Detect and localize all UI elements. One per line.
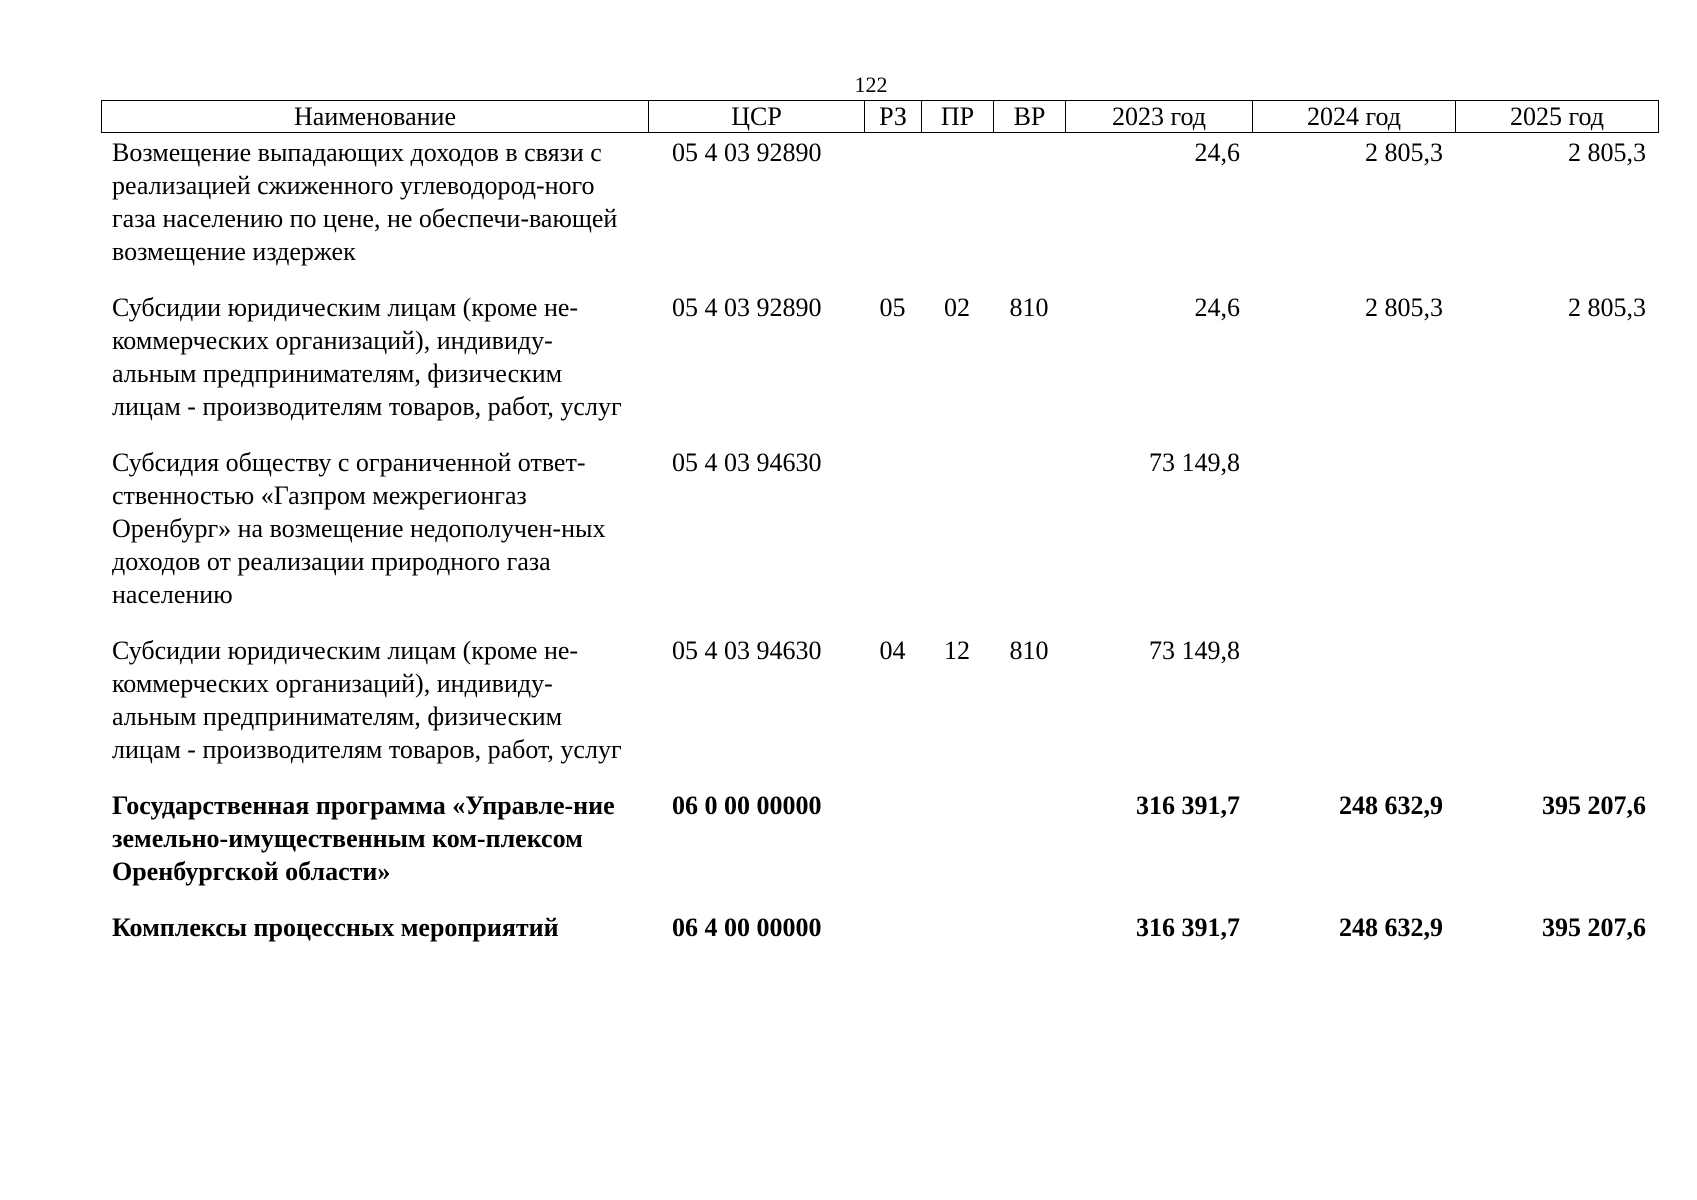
row-name: Субсидии юридическим лицам (кроме не-коммерческих организаций), индивиду-альным предпринимателям, физическим лицам - производителям товаров, работ, услуг <box>112 636 622 764</box>
row-vr <box>993 911 1065 944</box>
row-pr <box>921 136 993 291</box>
row-name: Возмещение выпадающих доходов в связи с реализацией сжиженного углеводород-ного газа населению по цене, не обеспечи-вающей возмещение издержек <box>112 138 618 266</box>
column-header-vr: ВР <box>994 101 1066 133</box>
row-vr <box>993 136 1065 291</box>
column-header-2023: 2023 год <box>1066 101 1253 133</box>
row-rz <box>864 911 921 944</box>
row-2025: 395 207,6 <box>1542 913 1646 942</box>
row-2024: 248 632,9 <box>1339 791 1443 820</box>
row-pr <box>921 789 993 911</box>
row-2024 <box>1252 634 1455 789</box>
row-2024: 2 805,3 <box>1365 138 1443 167</box>
row-2025: 2 805,3 <box>1568 138 1646 167</box>
budget-table <box>101 136 1658 944</box>
row-2023: 316 391,7 <box>1136 791 1240 820</box>
header-row <box>102 101 1659 133</box>
row-2023: 73 149,8 <box>1149 636 1240 665</box>
table-row <box>101 136 1658 291</box>
column-header-rz: РЗ <box>865 101 922 133</box>
table-header <box>101 100 1659 133</box>
row-csr: 05 4 03 92890 <box>672 293 822 322</box>
row-csr: 05 4 03 92890 <box>672 138 822 167</box>
column-header-name: Наименование <box>102 101 649 133</box>
column-header-2024: 2024 год <box>1253 101 1456 133</box>
row-2025 <box>1455 446 1658 634</box>
table-row <box>101 911 1658 944</box>
row-pr: 02 <box>944 293 970 322</box>
row-pr <box>921 911 993 944</box>
row-vr <box>993 446 1065 634</box>
row-2025 <box>1455 634 1658 789</box>
row-2024 <box>1252 446 1455 634</box>
row-2023: 24,6 <box>1194 293 1240 322</box>
row-name: Субсидия обществу с ограниченной ответ-ственностью «Газпром межрегионгаз Оренбург» на возмещение недополучен-ных доходов от реализации природного газа населению <box>112 448 606 609</box>
column-header-pr: ПР <box>922 101 994 133</box>
row-name: Комплексы процессных мероприятий <box>112 913 559 942</box>
table-row <box>101 634 1658 789</box>
page-number: 122 <box>854 72 888 97</box>
row-rz <box>864 136 921 291</box>
row-name: Субсидии юридическим лицам (кроме не-коммерческих организаций), индивиду-альным предпринимателям, физическим лицам - производителям товаров, работ, услуг <box>112 293 622 421</box>
row-csr: 06 4 00 00000 <box>672 913 822 942</box>
row-2024: 2 805,3 <box>1365 293 1443 322</box>
table-row <box>101 291 1658 446</box>
row-rz <box>864 789 921 911</box>
row-2025: 2 805,3 <box>1568 293 1646 322</box>
row-rz: 04 <box>879 636 906 665</box>
row-name: Государственная программа «Управле-ние земельно-имущественным ком-плексом Оренбургской области» <box>112 791 615 886</box>
row-2023: 316 391,7 <box>1136 913 1240 942</box>
row-vr <box>993 789 1065 911</box>
row-csr: 06 0 00 00000 <box>672 791 822 820</box>
row-rz <box>864 446 921 634</box>
row-vr: 810 <box>1009 636 1049 665</box>
row-2023: 24,6 <box>1194 138 1240 167</box>
table-row <box>101 446 1658 634</box>
row-pr <box>921 446 993 634</box>
table-row <box>101 789 1658 911</box>
row-2023: 73 149,8 <box>1149 448 1240 477</box>
column-header-csr: ЦСР <box>649 101 865 133</box>
row-csr: 05 4 03 94630 <box>672 448 822 477</box>
row-rz: 05 <box>879 293 906 322</box>
row-2025: 395 207,6 <box>1542 791 1646 820</box>
row-vr: 810 <box>1009 293 1049 322</box>
row-pr: 12 <box>944 636 970 665</box>
column-header-2025: 2025 год <box>1456 101 1659 133</box>
row-2024: 248 632,9 <box>1339 913 1443 942</box>
row-csr: 05 4 03 94630 <box>672 636 822 665</box>
